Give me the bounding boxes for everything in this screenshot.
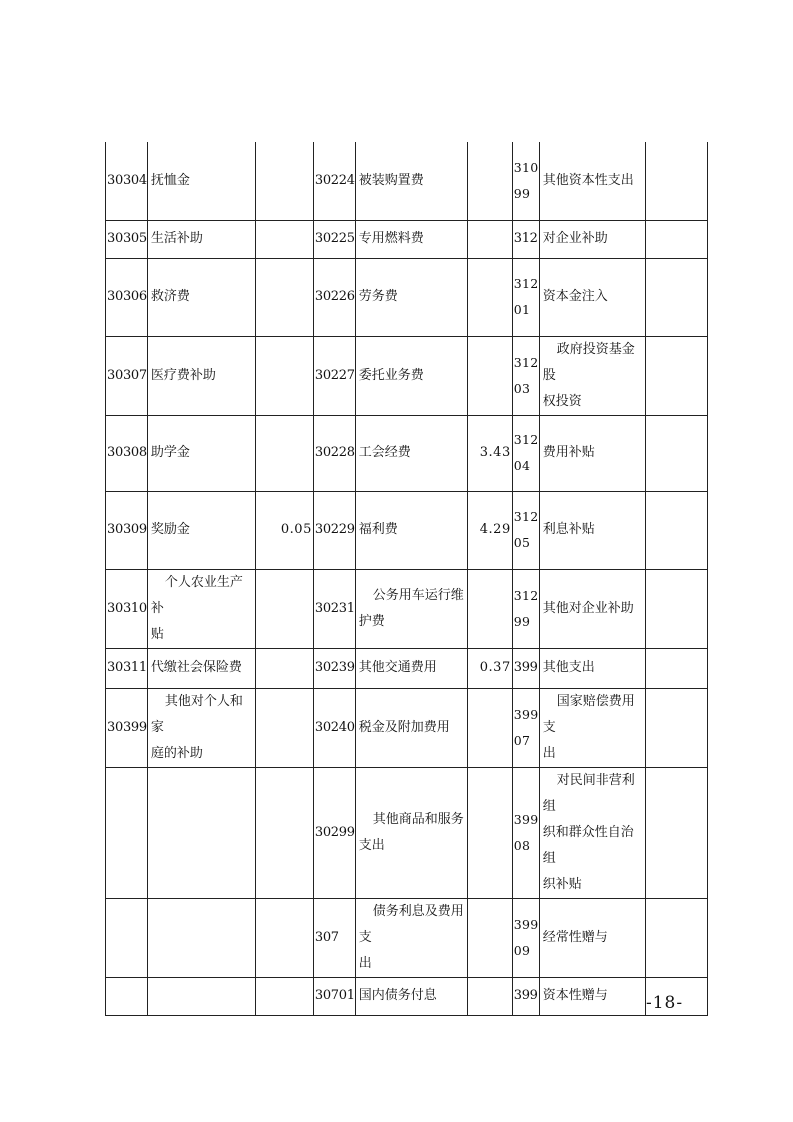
name-cell: 助学金 <box>147 415 255 491</box>
code-cell <box>512 142 539 220</box>
name-text: 其他对个人和家 庭的补助 <box>150 693 243 761</box>
code-cell <box>512 569 539 648</box>
code-cell: 30310 <box>106 569 148 648</box>
amount-cell <box>467 569 512 648</box>
code-cell <box>512 898 539 977</box>
name-cell <box>355 767 467 898</box>
amount-cell <box>467 220 512 258</box>
code-text: 310 99 <box>513 159 539 201</box>
code-cell: 30311 <box>106 648 148 688</box>
name-text: 个人农业生产补 贴 <box>150 574 243 642</box>
name-cell: 对企业补助 <box>539 220 645 258</box>
name-cell <box>355 569 467 648</box>
amount-cell <box>645 767 707 898</box>
table-row <box>106 569 708 648</box>
code-cell: 30227 <box>313 336 355 415</box>
code-cell: 30306 <box>106 258 148 336</box>
code-cell <box>106 977 148 1015</box>
page-number: -18- <box>646 993 684 1013</box>
amount-cell <box>255 220 313 258</box>
amount-cell <box>255 415 313 491</box>
table-row <box>106 142 708 220</box>
code-cell: 30304 <box>106 142 148 220</box>
amount-cell <box>255 142 313 220</box>
table-row <box>106 415 708 491</box>
name-text: 公务用车运行维 护费 <box>358 587 464 629</box>
amount-cell <box>467 767 512 898</box>
code-cell <box>512 491 539 569</box>
name-cell <box>147 898 255 977</box>
name-cell: 税金及附加费用 <box>355 688 467 767</box>
code-cell: 307 <box>313 898 355 977</box>
code-cell: 30309 <box>106 491 148 569</box>
amount-cell <box>645 688 707 767</box>
code-cell <box>106 898 148 977</box>
name-cell: 生活补助 <box>147 220 255 258</box>
amount-cell <box>467 142 512 220</box>
name-cell <box>147 977 255 1015</box>
name-cell: 抚恤金 <box>147 142 255 220</box>
name-cell: 其他对企业补助 <box>539 569 645 648</box>
amount-cell <box>467 258 512 336</box>
code-text: 399 09 <box>513 916 539 958</box>
amount-cell: 0.37 <box>467 648 512 688</box>
name-cell <box>539 688 645 767</box>
expenditure-classification-table <box>105 142 708 1016</box>
code-cell: 30226 <box>313 258 355 336</box>
code-cell: 30229 <box>313 491 355 569</box>
amount-cell: 3.43 <box>467 415 512 491</box>
table-body <box>106 142 708 1015</box>
code-cell: 30240 <box>313 688 355 767</box>
amount-cell <box>467 336 512 415</box>
name-cell: 委托业务费 <box>355 336 467 415</box>
code-cell: 30228 <box>313 415 355 491</box>
name-cell: 工会经费 <box>355 415 467 491</box>
code-text: 399 07 <box>513 706 539 748</box>
code-text: 312 03 <box>513 354 539 396</box>
table-row <box>106 491 708 569</box>
code-cell: 30307 <box>106 336 148 415</box>
name-cell: 奖励金 <box>147 491 255 569</box>
name-cell: 资本金注入 <box>539 258 645 336</box>
name-cell <box>355 898 467 977</box>
code-cell <box>512 767 539 898</box>
code-cell: 30231 <box>313 569 355 648</box>
amount-cell <box>645 569 707 648</box>
name-cell: 费用补贴 <box>539 415 645 491</box>
name-cell: 救济费 <box>147 258 255 336</box>
code-cell: 30225 <box>313 220 355 258</box>
table-row <box>106 977 708 1015</box>
name-text: 政府投资基金股 权投资 <box>542 341 635 409</box>
code-cell: 312 <box>512 220 539 258</box>
amount-cell <box>467 688 512 767</box>
name-cell <box>539 336 645 415</box>
amount-cell <box>645 648 707 688</box>
table-row <box>106 258 708 336</box>
code-cell <box>106 767 148 898</box>
code-text: 312 99 <box>513 587 539 629</box>
amount-cell: 0.05 <box>255 491 313 569</box>
name-cell: 资本性赠与 <box>539 977 645 1015</box>
code-cell: 30308 <box>106 415 148 491</box>
code-cell: 30299 <box>313 767 355 898</box>
name-text: 对民间非营利组 织和群众性自治组 织补贴 <box>542 772 635 892</box>
name-cell: 福利费 <box>355 491 467 569</box>
name-cell <box>147 569 255 648</box>
name-text: 国家赔偿费用支 出 <box>542 693 635 761</box>
code-text: 399 08 <box>513 811 539 853</box>
name-cell: 利息补贴 <box>539 491 645 569</box>
name-cell: 其他资本性支出 <box>539 142 645 220</box>
code-cell: 30224 <box>313 142 355 220</box>
table-row <box>106 648 708 688</box>
code-cell <box>512 336 539 415</box>
code-cell: 30399 <box>106 688 148 767</box>
code-cell <box>512 415 539 491</box>
name-cell: 经常性赠与 <box>539 898 645 977</box>
amount-cell <box>255 648 313 688</box>
amount-cell <box>255 767 313 898</box>
amount-cell <box>255 258 313 336</box>
name-cell: 被装购置费 <box>355 142 467 220</box>
amount-cell <box>467 977 512 1015</box>
amount-cell <box>645 898 707 977</box>
code-cell: 30701 <box>313 977 355 1015</box>
table-row <box>106 336 708 415</box>
amount-cell <box>255 977 313 1015</box>
table-row <box>106 767 708 898</box>
amount-cell <box>645 336 707 415</box>
name-cell: 国内债务付息 <box>355 977 467 1015</box>
name-cell: 劳务费 <box>355 258 467 336</box>
amount-cell <box>255 688 313 767</box>
code-text: 312 01 <box>513 276 539 317</box>
amount-cell <box>645 142 707 220</box>
name-cell <box>147 767 255 898</box>
name-cell <box>539 767 645 898</box>
code-cell: 30305 <box>106 220 148 258</box>
amount-cell <box>645 220 707 258</box>
amount-cell <box>255 569 313 648</box>
code-cell: 399 <box>512 648 539 688</box>
name-cell <box>147 688 255 767</box>
table-row <box>106 898 708 977</box>
name-cell: 代缴社会保险费 <box>147 648 255 688</box>
code-cell <box>512 258 539 336</box>
name-cell: 专用燃料费 <box>355 220 467 258</box>
name-text: 其他商品和服务 支出 <box>358 811 464 853</box>
code-text: 312 04 <box>513 432 539 473</box>
name-cell: 其他交通费用 <box>355 648 467 688</box>
name-cell: 其他支出 <box>539 648 645 688</box>
amount-cell <box>645 491 707 569</box>
amount-cell <box>467 898 512 977</box>
amount-cell: 4.29 <box>467 491 512 569</box>
table-row <box>106 688 708 767</box>
amount-cell <box>255 336 313 415</box>
code-text: 312 05 <box>513 509 539 550</box>
name-text: 债务利息及费用支 出 <box>358 903 464 971</box>
code-cell: 399 <box>512 977 539 1015</box>
code-cell <box>512 688 539 767</box>
name-cell: 医疗费补助 <box>147 336 255 415</box>
amount-cell <box>255 898 313 977</box>
amount-cell <box>645 258 707 336</box>
table-row <box>106 220 708 258</box>
code-cell: 30239 <box>313 648 355 688</box>
amount-cell <box>645 415 707 491</box>
